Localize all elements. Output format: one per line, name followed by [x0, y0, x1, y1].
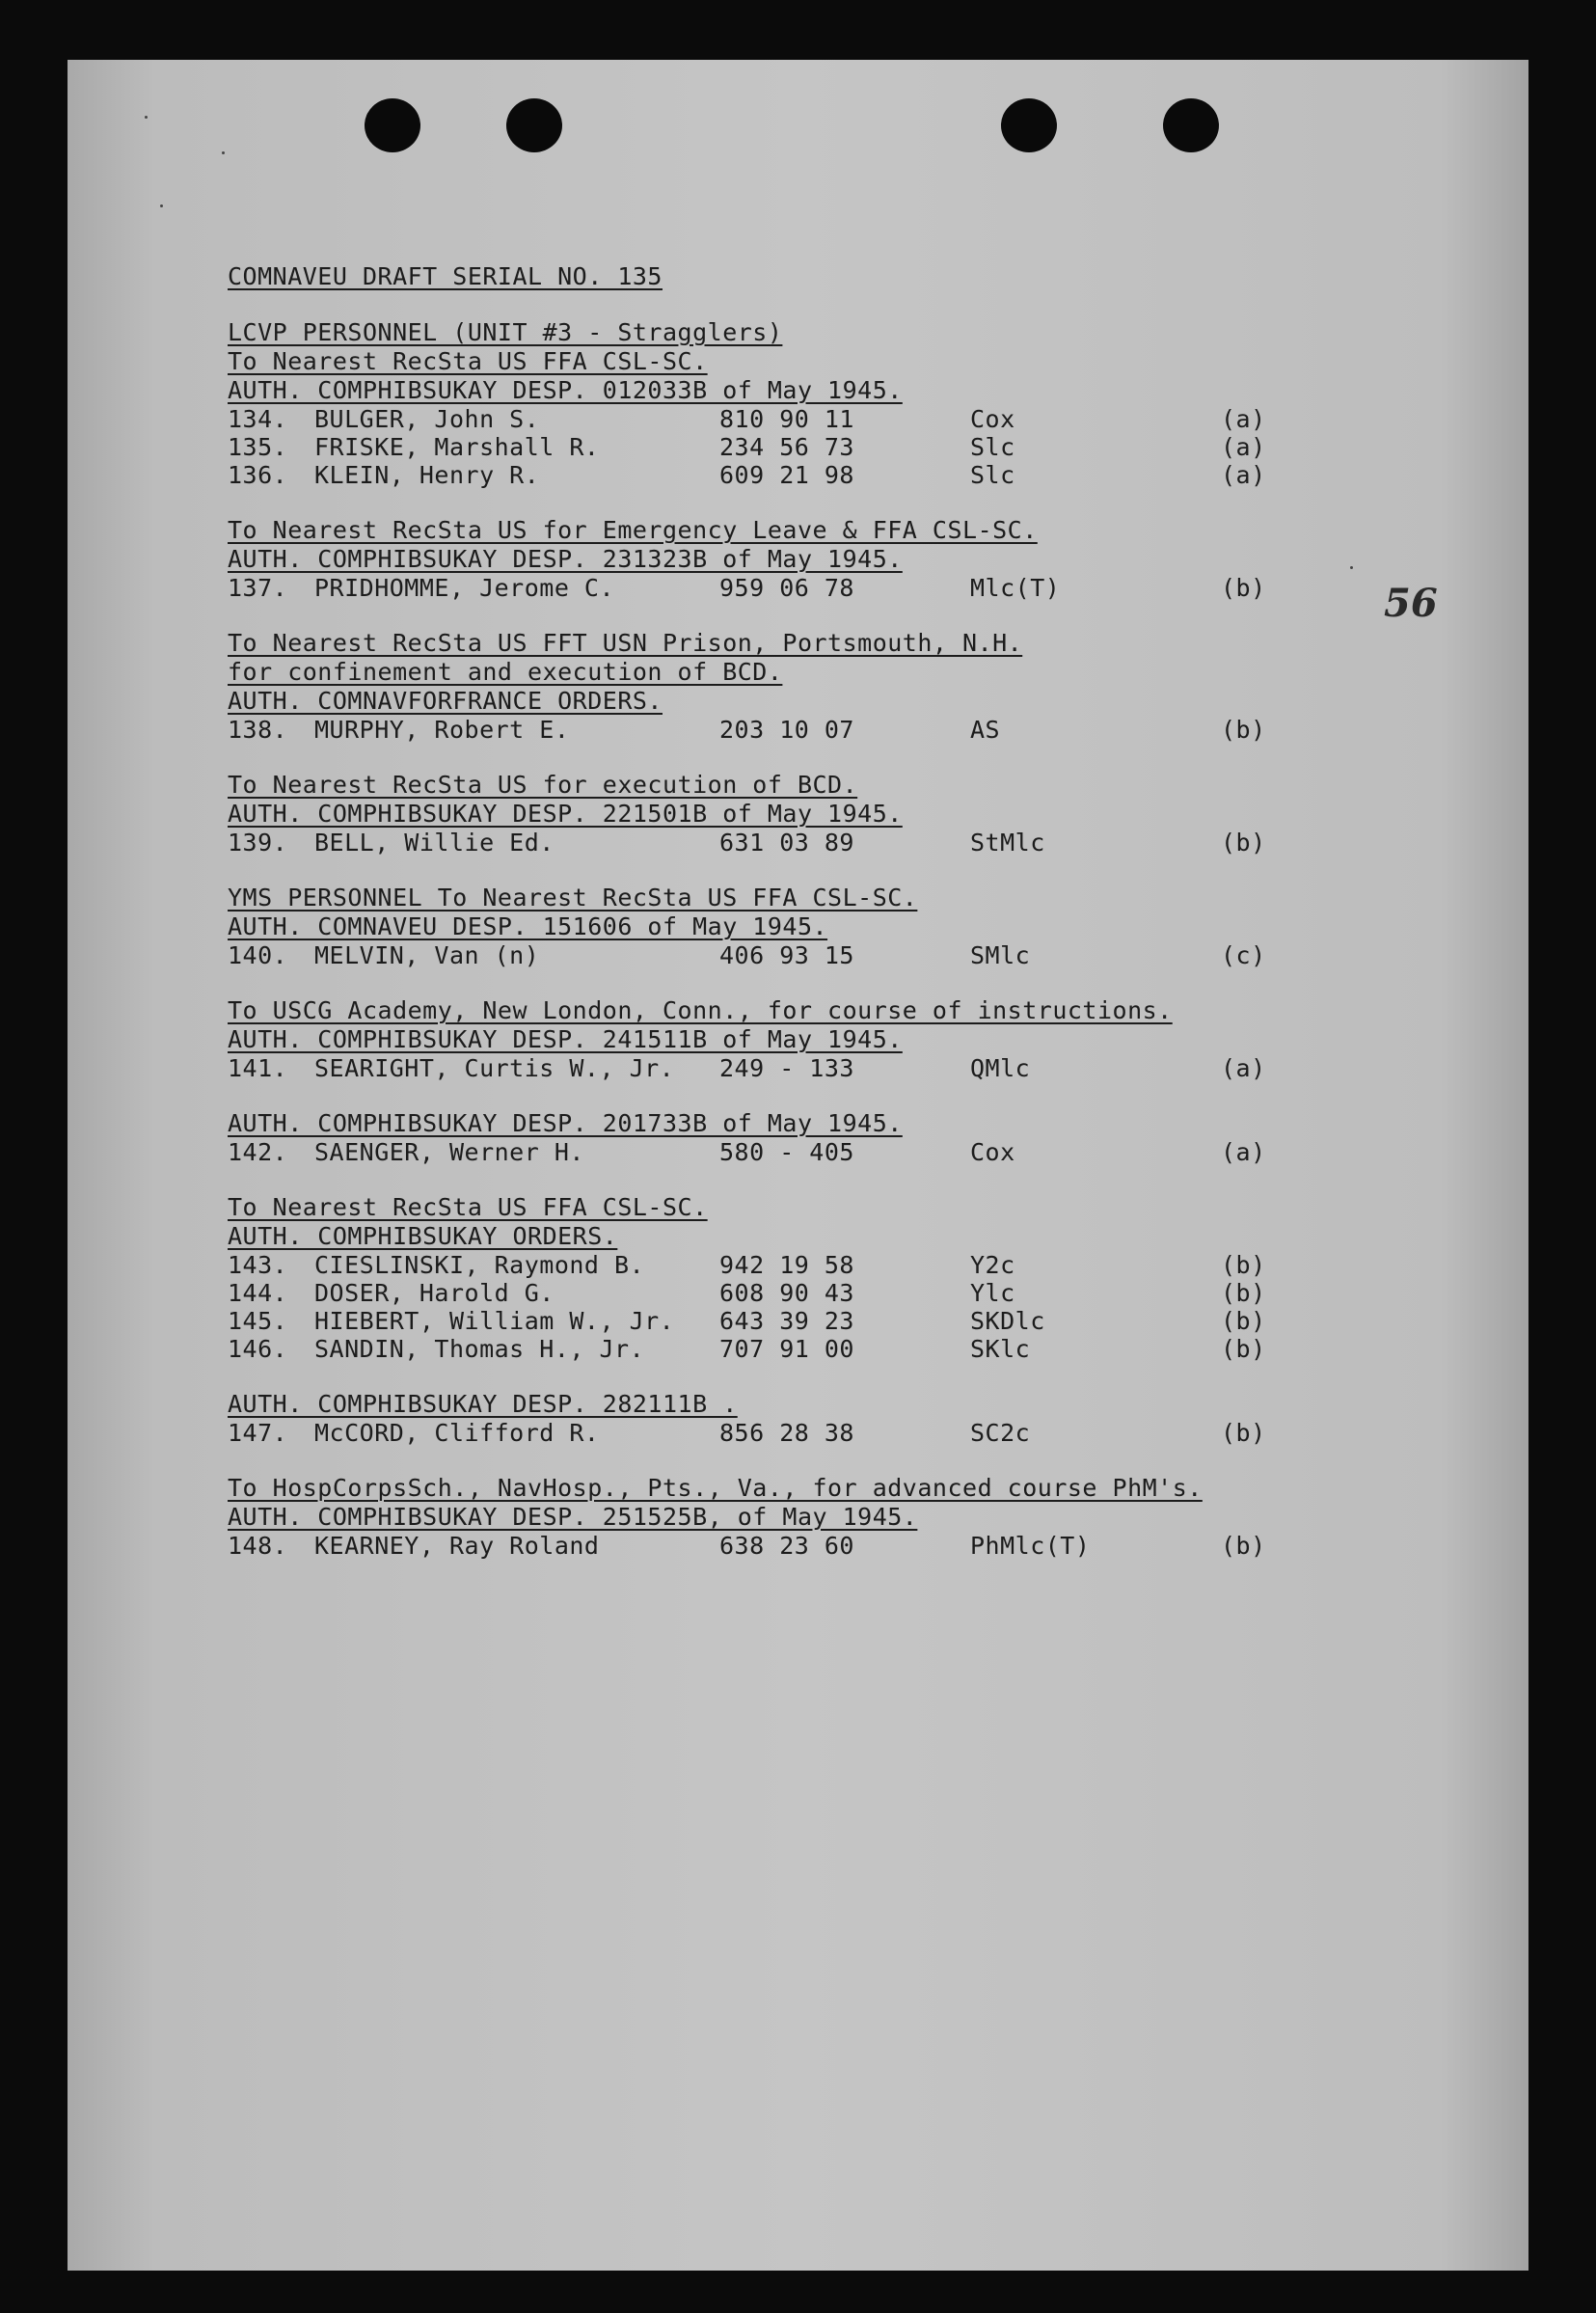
personnel-row — [228, 1532, 1385, 1560]
entry-name: BULGER, John S. — [314, 405, 540, 433]
entry-name: McCORD, Clifford R. — [314, 1419, 600, 1447]
entry-rate: StMlc — [970, 829, 1045, 857]
entry-name: BELL, Willie Ed. — [314, 829, 555, 857]
entry-service-number: 249 - 133 — [719, 1054, 854, 1082]
personnel-row — [228, 574, 1385, 602]
spacer — [228, 969, 1385, 996]
entry-name: KLEIN, Henry R. — [314, 461, 540, 489]
section-header-line: To USCG Academy, New London, Conn., for course of instructions. — [228, 996, 1173, 1024]
document-title: COMNAVEU DRAFT SERIAL NO. 135 — [228, 262, 663, 290]
section-header-line: AUTH. COMPHIBSUKAY DESP. 221501B of May 1945. — [228, 800, 903, 828]
section-header-line: AUTH. COMNAVEU DESP. 151606 of May 1945. — [228, 912, 828, 940]
section-header-line: YMS PERSONNEL To Nearest RecSta US FFA CSL-SC. — [228, 884, 918, 912]
entry-number: 147. — [228, 1419, 288, 1447]
entry-number: 139. — [228, 829, 288, 857]
entry-rate: SKlc — [970, 1335, 1031, 1363]
section-header-line: LCVP PERSONNEL (UNIT #3 - Stragglers) — [228, 318, 783, 346]
entry-name: MURPHY, Robert E. — [314, 716, 570, 744]
entry-number: 135. — [228, 433, 288, 461]
entry-rate: PhMlc(T) — [970, 1532, 1091, 1560]
entry-service-number: 203 10 07 — [719, 716, 854, 744]
entry-service-number: 959 06 78 — [719, 574, 854, 602]
draft-section — [228, 884, 1385, 996]
document-body — [228, 262, 1385, 1560]
personnel-row — [228, 1335, 1385, 1363]
section-header-line: To Nearest RecSta US for Emergency Leave & FFA CSL-SC. — [228, 516, 1038, 544]
entry-service-number: 580 - 405 — [719, 1138, 854, 1166]
spacer — [228, 857, 1385, 884]
section-header-line: AUTH. COMPHIBSUKAY DESP. 201733B of May 1945. — [228, 1109, 903, 1137]
entry-code: (b) — [1221, 1335, 1266, 1363]
section-header-line: To Nearest RecSta US for execution of BCD. — [228, 771, 858, 799]
entry-code: (a) — [1221, 433, 1266, 461]
personnel-row — [228, 716, 1385, 744]
entry-rate: SMlc — [970, 941, 1031, 969]
entry-rate: AS — [970, 716, 1001, 744]
draft-section — [228, 318, 1385, 516]
personnel-row — [228, 1251, 1385, 1279]
personnel-row — [228, 829, 1385, 857]
personnel-row — [228, 1419, 1385, 1447]
section-header-line: AUTH. COMPHIBSUKAY ORDERS. — [228, 1222, 618, 1250]
section-header-line: To Nearest RecSta US FFA CSL-SC. — [228, 1193, 708, 1221]
section-header-line: AUTH. COMNAVFORFRANCE ORDERS. — [228, 687, 663, 715]
entry-name: FRISKE, Marshall R. — [314, 433, 600, 461]
draft-section — [228, 1390, 1385, 1474]
personnel-row — [228, 1279, 1385, 1307]
section-header-line: AUTH. COMPHIBSUKAY DESP. 251525B, of May 1945. — [228, 1503, 918, 1531]
personnel-row — [228, 1138, 1385, 1166]
entry-number: 140. — [228, 941, 288, 969]
spacer — [228, 1363, 1385, 1390]
entry-code: (a) — [1221, 1138, 1266, 1166]
personnel-row — [228, 405, 1385, 433]
entry-code: (b) — [1221, 1279, 1266, 1307]
entry-number: 141. — [228, 1054, 288, 1082]
entry-number: 146. — [228, 1335, 288, 1363]
entry-code: (a) — [1221, 1054, 1266, 1082]
entry-number: 148. — [228, 1532, 288, 1560]
draft-section — [228, 1474, 1385, 1560]
entry-service-number: 608 90 43 — [719, 1279, 854, 1307]
speck — [145, 116, 148, 119]
entry-code: (b) — [1221, 1307, 1266, 1335]
entry-name: KEARNEY, Ray Roland — [314, 1532, 600, 1560]
entry-name: DOSER, Harold G. — [314, 1279, 555, 1307]
section-header-line: for confinement and execution of BCD. — [228, 658, 783, 686]
section-header-line: AUTH. COMPHIBSUKAY DESP. 282111B . — [228, 1390, 738, 1418]
spacer — [228, 489, 1385, 516]
entry-rate: SKDlc — [970, 1307, 1045, 1335]
entry-service-number: 643 39 23 — [719, 1307, 854, 1335]
section-header-line: AUTH. COMPHIBSUKAY DESP. 012033B of May 1945. — [228, 376, 903, 404]
spacer — [228, 744, 1385, 771]
spacer — [228, 291, 1385, 318]
personnel-row — [228, 1307, 1385, 1335]
entry-code: (a) — [1221, 461, 1266, 489]
entry-service-number: 707 91 00 — [719, 1335, 854, 1363]
entry-rate: Ylc — [970, 1279, 1015, 1307]
draft-section — [228, 516, 1385, 629]
entry-name: MELVIN, Van (n) — [314, 941, 540, 969]
entry-number: 138. — [228, 716, 288, 744]
entry-rate: SC2c — [970, 1419, 1031, 1447]
entry-code: (b) — [1221, 829, 1266, 857]
entry-code: (b) — [1221, 1532, 1266, 1560]
entry-name: SAENGER, Werner H. — [314, 1138, 584, 1166]
spacer — [228, 1082, 1385, 1109]
punch-hole — [506, 98, 562, 152]
personnel-row — [228, 461, 1385, 489]
entry-service-number: 810 90 11 — [719, 405, 854, 433]
punch-hole — [1001, 98, 1057, 152]
entry-number: 137. — [228, 574, 288, 602]
entry-name: PRIDHOMME, Jerome C. — [314, 574, 615, 602]
entry-rate: Y2c — [970, 1251, 1015, 1279]
entry-rate: QMlc — [970, 1054, 1031, 1082]
punch-hole — [1163, 98, 1219, 152]
entry-name: CIESLINSKI, Raymond B. — [314, 1251, 645, 1279]
entry-code: (a) — [1221, 405, 1266, 433]
entry-name: SANDIN, Thomas H., Jr. — [314, 1335, 645, 1363]
entry-rate: Mlc(T) — [970, 574, 1061, 602]
entry-number: 136. — [228, 461, 288, 489]
entry-name: SEARIGHT, Curtis W., Jr. — [314, 1054, 675, 1082]
entry-code: (b) — [1221, 1251, 1266, 1279]
entry-code: (c) — [1221, 941, 1266, 969]
section-header-line: To Nearest RecSta US FFT USN Prison, Portsmouth, N.H. — [228, 629, 1023, 657]
entry-code: (b) — [1221, 1419, 1266, 1447]
entry-number: 134. — [228, 405, 288, 433]
draft-section — [228, 996, 1385, 1109]
entry-rate: Slc — [970, 461, 1015, 489]
entry-service-number: 638 23 60 — [719, 1532, 854, 1560]
entry-number: 143. — [228, 1251, 288, 1279]
spacer — [228, 1166, 1385, 1193]
entry-code: (b) — [1221, 716, 1266, 744]
draft-section — [228, 1193, 1385, 1390]
section-header-line: To Nearest RecSta US FFA CSL-SC. — [228, 347, 708, 375]
entry-number: 142. — [228, 1138, 288, 1166]
punch-hole — [365, 98, 420, 152]
page-number-stamp: 56 — [1384, 581, 1438, 626]
entry-service-number: 856 28 38 — [719, 1419, 854, 1447]
spacer — [228, 1447, 1385, 1474]
personnel-row — [228, 941, 1385, 969]
entry-service-number: 406 93 15 — [719, 941, 854, 969]
entry-service-number: 609 21 98 — [719, 461, 854, 489]
personnel-row — [228, 433, 1385, 461]
section-header-line: AUTH. COMPHIBSUKAY DESP. 241511B of May 1945. — [228, 1025, 903, 1053]
speck — [222, 151, 225, 154]
draft-section — [228, 771, 1385, 884]
sections-container — [228, 318, 1385, 1560]
draft-section — [228, 1109, 1385, 1193]
entry-service-number: 942 19 58 — [719, 1251, 854, 1279]
entry-number: 145. — [228, 1307, 288, 1335]
personnel-row — [228, 1054, 1385, 1082]
entry-rate: Slc — [970, 433, 1015, 461]
section-header-line: AUTH. COMPHIBSUKAY DESP. 231323B of May 1945. — [228, 545, 903, 573]
entry-rate: Cox — [970, 405, 1015, 433]
speck — [160, 204, 163, 207]
entry-rate: Cox — [970, 1138, 1015, 1166]
entry-name: HIEBERT, William W., Jr. — [314, 1307, 675, 1335]
entry-service-number: 631 03 89 — [719, 829, 854, 857]
section-header-line: To HospCorpsSch., NavHosp., Pts., Va., for advanced course PhM's. — [228, 1474, 1203, 1502]
draft-section — [228, 629, 1385, 771]
entry-number: 144. — [228, 1279, 288, 1307]
entry-service-number: 234 56 73 — [719, 433, 854, 461]
spacer — [228, 602, 1385, 629]
entry-code: (b) — [1221, 574, 1266, 602]
